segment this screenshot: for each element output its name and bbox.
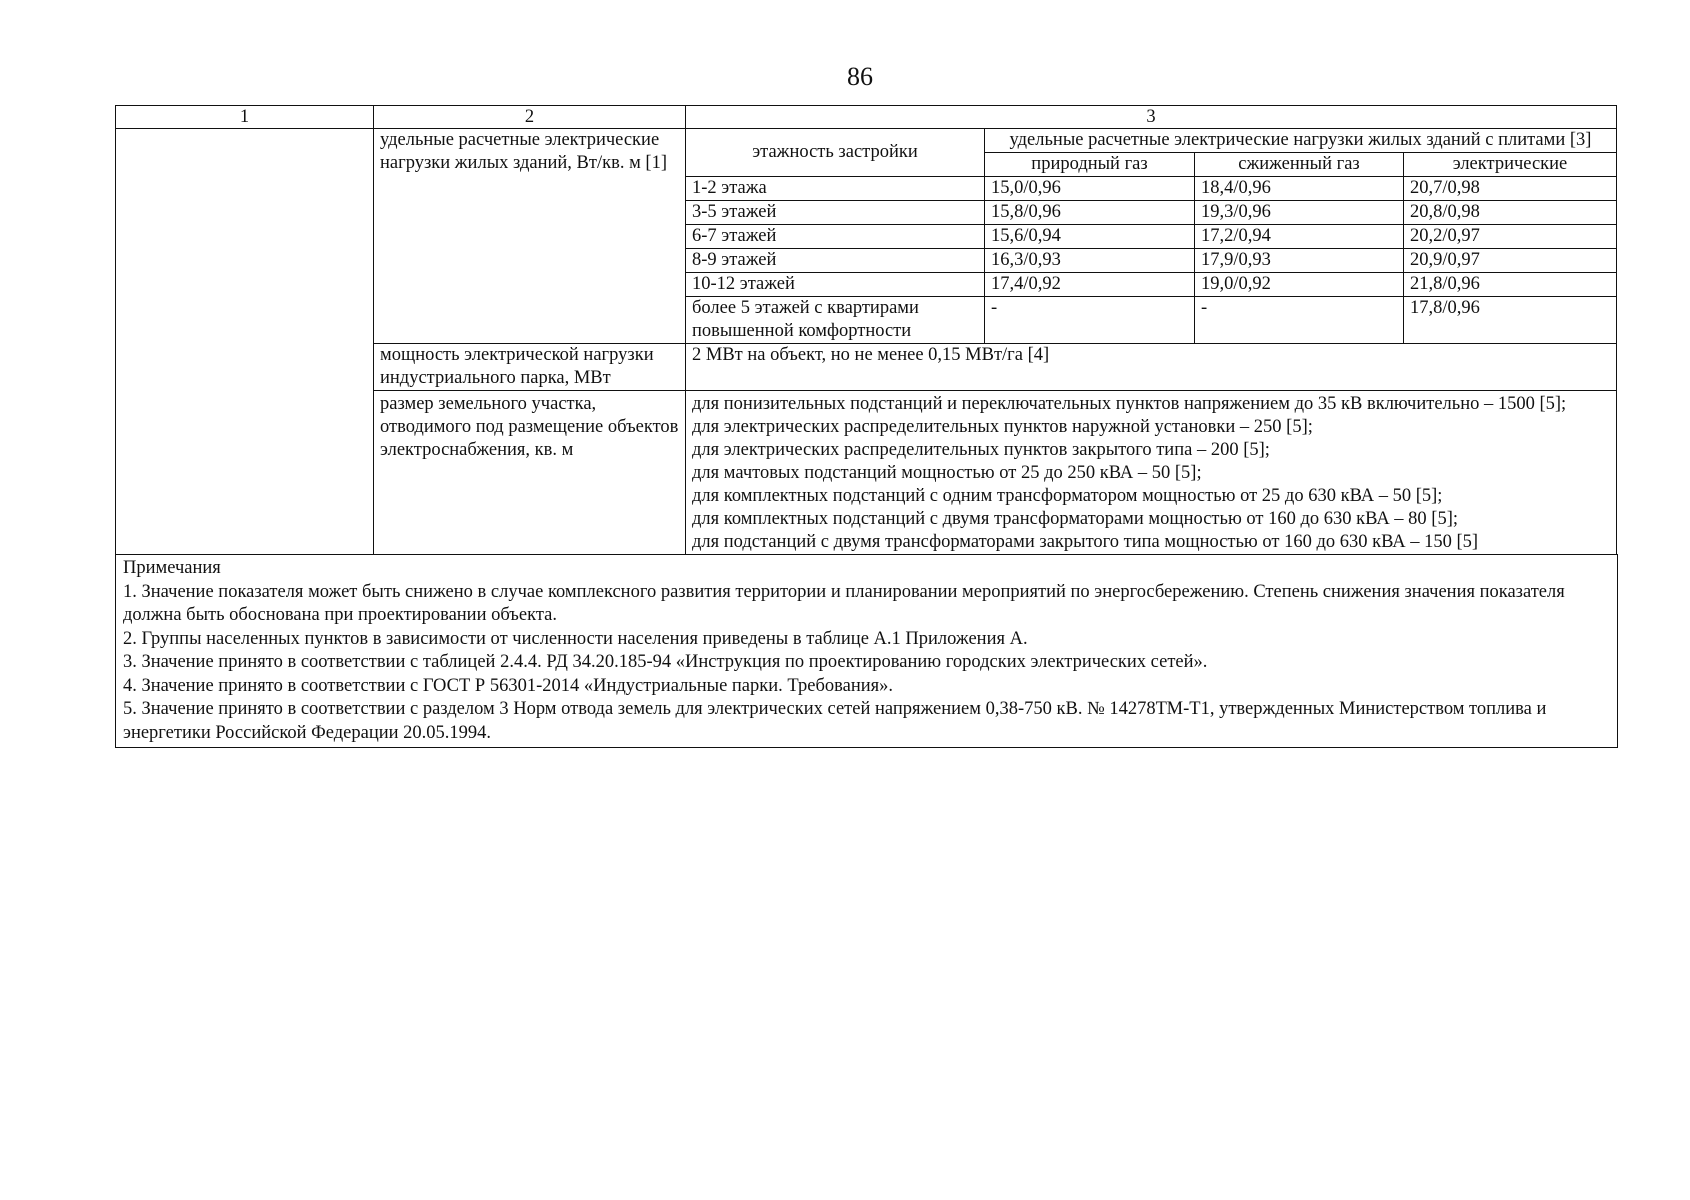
column-number-2: 2: [374, 106, 686, 129]
floors-header: этажность застройки: [686, 129, 985, 177]
value-cell: 17,2/0,94: [1195, 225, 1404, 249]
floors-cell: 10-12 этажей: [686, 273, 985, 297]
value-cell: 15,6/0,94: [985, 225, 1195, 249]
stove-type-liquefied-gas: сжиженный газ: [1195, 153, 1404, 177]
column-number-3: 3: [686, 106, 1617, 129]
column-number-row: [116, 106, 1617, 129]
value-cell: 20,9/0,97: [1404, 249, 1617, 273]
value-cell: 19,3/0,96: [1195, 201, 1404, 225]
land-line: для комплектных подстанций с двумя трансформаторами мощностью от 160 до 630 кВА – 80 [5];: [692, 509, 1459, 529]
loads-header: удельные расчетные электрические нагрузки жилых зданий с плитами [3]: [985, 129, 1617, 153]
note-item: 2. Группы населенных пунктов в зависимости от численности населения приведены в таблице А.1 Приложения А.: [123, 628, 1028, 649]
value-cell: 20,2/0,97: [1404, 225, 1617, 249]
land-line: для комплектных подстанций с одним трансформатором мощностью от 25 до 630 кВА – 50 [5];: [692, 486, 1443, 506]
land-line: для подстанций с двумя трансформаторами закрытого типа мощностью от 160 до 630 кВА – 150 [5]: [692, 532, 1479, 552]
value-cell: 15,8/0,96: [985, 201, 1195, 225]
value-cell: 18,4/0,96: [1195, 177, 1404, 201]
value-cell: -: [1195, 297, 1404, 344]
value-cell: 15,0/0,96: [985, 177, 1195, 201]
floors-cell: 8-9 этажей: [686, 249, 985, 273]
industrial-value: 2 МВт на объект, но не менее 0,15 МВт/га [4]: [686, 344, 1617, 391]
note-item: 5. Значение принято в соответствии с разделом 3 Норм отвода земель для электрических сетей напряжением 0,38-750 кВ. № 14278ТМ-Т1, утвержденных Министерством топлива и энергетики Российской Федерации 20.05.1994.: [123, 699, 1547, 743]
note-item: 4. Значение принято в соответствии с ГОСТ Р 56301-2014 «Индустриальные парки. Требования».: [123, 675, 894, 696]
land-label: размер земельного участка, отводимого под размещение объектов электроснабжения, кв. м: [374, 391, 686, 555]
value-cell: 20,8/0,98: [1404, 201, 1617, 225]
notes-title: Примечания: [123, 558, 221, 578]
floors-cell: более 5 этажей с квартирами повышенной комфортности: [686, 297, 985, 344]
land-values: [686, 391, 1617, 555]
floors-cell: 1-2 этажа: [686, 177, 985, 201]
note-item: 3. Значение принято в соответствии с таблицей 2.4.4. РД 34.20.185-94 «Инструкция по проектированию городских электрических сетей».: [123, 652, 1208, 672]
floors-cell: 6-7 этажей: [686, 225, 985, 249]
value-cell: 20,7/0,98: [1404, 177, 1617, 201]
page-number: 86: [847, 62, 873, 91]
value-cell: 21,8/0,96: [1404, 273, 1617, 297]
value-cell: 17,4/0,92: [985, 273, 1195, 297]
land-line: для электрических распределительных пунктов наружной установки – 250 [5];: [692, 417, 1313, 437]
land-line: для мачтовых подстанций мощностью от 25 до 250 кВА – 50 [5];: [692, 463, 1202, 483]
empty-group-cell: [116, 129, 374, 555]
column-number-1: 1: [116, 106, 374, 129]
value-cell: 17,9/0,93: [1195, 249, 1404, 273]
land-line: для понизительных подстанций и переключательных пунктов напряжением до 35 кВ включительно – 1500 [5];: [692, 394, 1567, 414]
requirements-table: [115, 105, 1617, 555]
value-cell: -: [985, 297, 1195, 344]
value-cell: 16,3/0,93: [985, 249, 1195, 273]
notes-box: [115, 554, 1618, 748]
stove-type-natural-gas: природный газ: [985, 153, 1195, 177]
value-cell: 17,8/0,96: [1404, 297, 1617, 344]
loads-header-row: [116, 129, 1617, 153]
value-cell: 19,0/0,92: [1195, 273, 1404, 297]
stove-type-electric: электрические: [1404, 153, 1617, 177]
floors-cell: 3-5 этажей: [686, 201, 985, 225]
land-line: для электрических распределительных пунктов закрытого типа – 200 [5];: [692, 440, 1270, 460]
residential-loads-label: удельные расчетные электрические нагрузки жилых зданий, Вт/кв. м [1]: [374, 129, 686, 344]
note-item: 1. Значение показателя может быть снижено в случае комплексного развития территории и планировании мероприятий по энергосбережению. Степень снижения значения показателя должна быть обоснована при проектировании объекта.: [123, 581, 1565, 625]
industrial-label: мощность электрической нагрузки индустриального парка, МВт: [374, 344, 686, 391]
